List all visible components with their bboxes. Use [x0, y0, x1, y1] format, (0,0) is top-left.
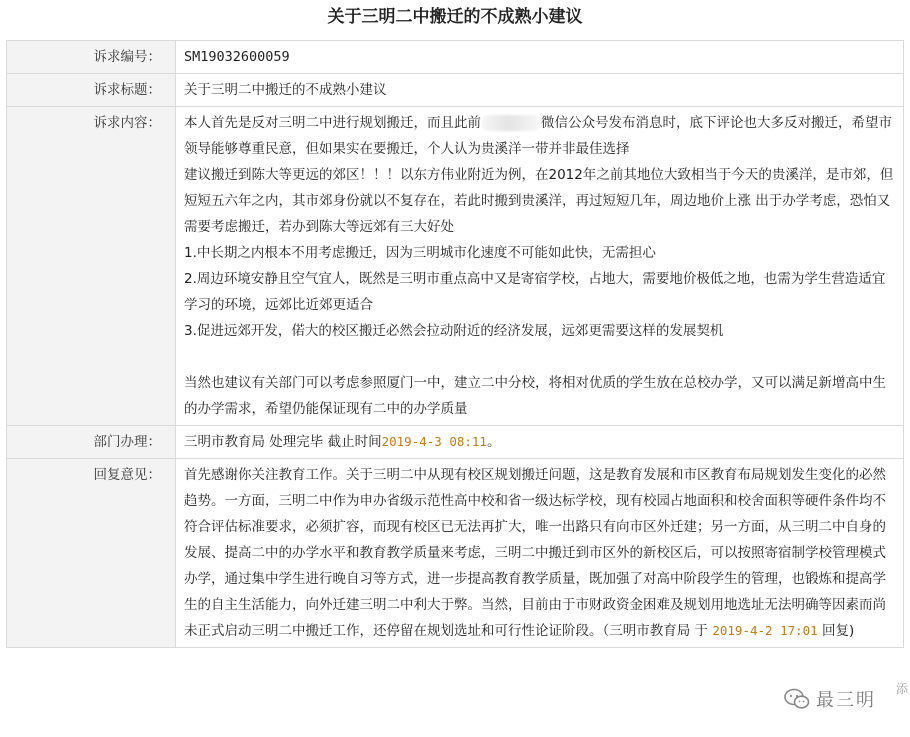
wechat-icon	[784, 688, 810, 710]
content-paragraph-1	[184, 110, 895, 162]
content-paragraph-6: 当然也建议有关部门可以考虑参照厦门一中，建立二中分校，将相对优质的学生放在总校办学，又可以满足新增高中生的办学需求，希望仍能保证现有二中的办学质量	[184, 375, 886, 417]
label-reply: 回复意见：	[7, 459, 176, 648]
value-reply	[176, 459, 904, 648]
content-paragraph-5: 3.促进远郊开发，偌大的校区搬迁必然会拉动附近的经济发展，远郊更需要这样的发展契机	[184, 323, 724, 339]
watermark-text: 最三明	[816, 690, 876, 711]
page-title: 关于三明二中搬迁的不成熟小建议	[327, 7, 583, 27]
row-reply	[7, 459, 904, 648]
deadline-date: 2019-4-3 08:11	[381, 434, 487, 449]
reply-date: 2019-4-2 17:01	[712, 623, 818, 638]
value-content	[176, 107, 904, 426]
row-content	[7, 107, 904, 426]
department-end: 。	[486, 434, 501, 450]
reply-text: 首先感谢你关注教育工作。关于三明二中从现有校区规划搬迁问题，这是教育发展和市区教育布局规划发生变化的必然趋势。一方面，三明二中作为申办省级示范性高中校和省一级达标学校，现有校园占地面积和校舍面积等硬件条件均不符合评估标准要求，必须扩容，而现有校区已无法再扩大，唯一出路只有向市区外迁建；另一方面，从三明二中自身的发展、提高二中的办学水平和教育教学质量来考虑，三明二中搬迁到市区外的新校区后，可以按照寄宿制学校管理模式办学，通过集中学生进行晚自习等方式，进一步提高教育教学质量，既加强了对高中阶段学生的管理，也锻炼和提高学生的自主生活能力，向外迁建三明二中利大于弊。当然，目前由于市财政资金困难及规划用地选址无法明确等因素而尚未正式启动三明二中搬迁工作，还停留在规划选址和可行性论证阶段。（三明市教育局 于	[184, 467, 886, 639]
petition-table	[6, 40, 904, 648]
watermark	[784, 684, 876, 714]
content-paragraph-2: 建议搬迁到陈大等更远的郊区！！！以东方伟业附近为例，在2012年之前其地位大致相当于今天的贵溪洋，是市郊，但短短五六年之内，其市郊身份就以不复存在，若此时搬到贵溪洋，再过短短几年，周边地价上涨 出于办学考虑，恐怕又需要考虑搬迁，若办到陈大等远郊有三大好处	[184, 167, 894, 235]
row-department	[7, 426, 904, 459]
label-content: 诉求内容：	[7, 107, 176, 426]
redacted-blur	[482, 115, 540, 131]
row-subject	[7, 74, 904, 107]
department-status: 三明市教育局 处理完毕 截止时间	[184, 434, 382, 450]
content-spacer	[184, 344, 895, 370]
edge-text: 添	[896, 682, 909, 696]
row-id	[7, 41, 904, 74]
content-paragraph-3: 1.中长期之内根本不用考虑搬迁，因为三明城市化速度不可能如此快，无需担心	[184, 245, 656, 261]
reply-end: 回复)	[817, 623, 855, 639]
value-subject: 关于三明二中搬迁的不成熟小建议	[176, 74, 904, 107]
label-subject: 诉求标题：	[7, 74, 176, 107]
content-paragraph-4: 2.周边环境安静且空气宜人，既然是三明市重点高中又是寄宿学校，占地大，需要地价极低之地，也需为学生营造适宜学习的环境，远郊比近郊更适合	[184, 271, 886, 313]
value-id: SM19032600059	[176, 41, 904, 74]
content-p1-start: 本人首先是反对三明二中进行规划搬迁，而且此前	[184, 115, 481, 131]
value-department	[176, 426, 904, 459]
label-department: 部门办理：	[7, 426, 176, 459]
content-p1-end: 微信公众号发布消息时，底下评论也大多反对搬迁，希望市领导能够尊重民意，但如果实在要搬迁，个人认为贵溪洋一带并非最佳选择	[184, 115, 892, 157]
label-id: 诉求编号：	[7, 41, 176, 74]
